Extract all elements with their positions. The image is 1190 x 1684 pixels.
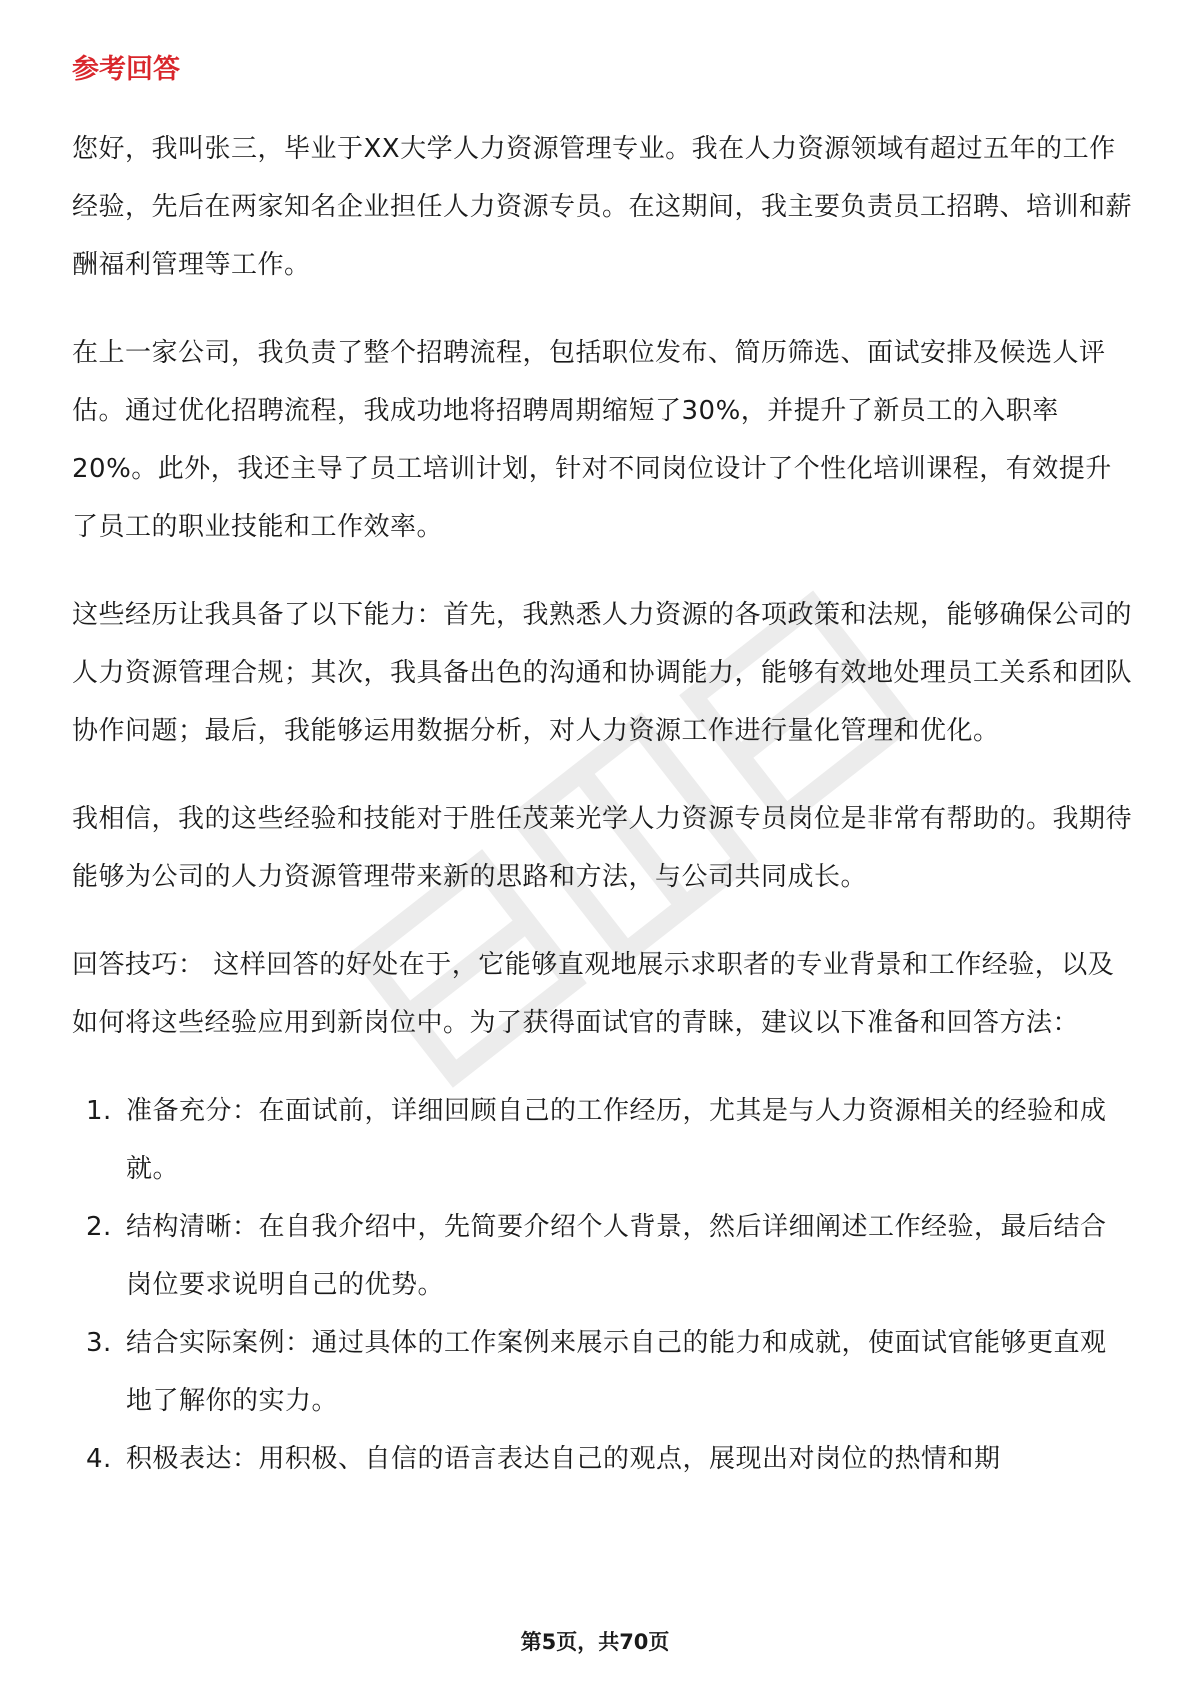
document-page <box>72 50 1132 1488</box>
answer-paragraph-3: 这些经历让我具备了以下能力：首先，我熟悉人力资源的各项政策和法规，能够确保公司的人力资源管理合规；其次，我具备出色的沟通和协调能力，能够有效地处理员工关系和团队协作问题；最后，我能够运用数据分析，对人力资源工作进行量化管理和优化。 <box>72 600 1133 746</box>
list-item-number: 3. <box>86 1328 112 1358</box>
answer-paragraph-1: 您好，我叫张三，毕业于XX大学人力资源管理专业。我在人力资源领域有超过五年的工作经验，先后在两家知名企业担任人力资源专员。在这期间，我主要负责员工招聘、培训和薪酬福利管理等工作。 <box>72 134 1133 280</box>
section-heading: 参考回答 <box>72 54 180 85</box>
list-item <box>72 1430 1132 1488</box>
list-item-number: 2. <box>86 1212 112 1242</box>
list-item-text: 结合实际案例：通过具体的工作案例来展示自己的能力和成就，使面试官能够更直观地了解你的实力。 <box>126 1328 1107 1416</box>
page-number-footer: 第5页，共70页 <box>520 1630 670 1654</box>
list-item-text: 结构清晰：在自我介绍中，先简要介绍个人背景，然后详细阐述工作经验，最后结合岗位要求说明自己的优势。 <box>126 1212 1107 1300</box>
list-item-text: 准备充分：在面试前，详细回顾自己的工作经历，尤其是与人力资源相关的经验和成就。 <box>126 1096 1107 1184</box>
list-item <box>72 1082 1132 1198</box>
list-item-number: 4. <box>86 1444 112 1474</box>
tips-list <box>72 1082 1132 1488</box>
list-item <box>72 1314 1132 1430</box>
answer-paragraph-2: 在上一家公司，我负责了整个招聘流程，包括职位发布、简历筛选、面试安排及候选人评估。通过优化招聘流程，我成功地将招聘周期缩短了30%，并提升了新员工的入职率20%。此外，我还主导了员工培训计划，针对不同岗位设计了个性化培训课程，有效提升了员工的职业技能和工作效率。 <box>72 338 1112 542</box>
tips-intro-paragraph: 回答技巧： 这样回答的好处在于，它能够直观地展示求职者的专业背景和工作经验，以及如何将这些经验应用到新岗位中。为了获得面试官的青睐，建议以下准备和回答方法： <box>72 950 1115 1038</box>
list-item-number: 1. <box>86 1096 112 1126</box>
answer-paragraph-4: 我相信，我的这些经验和技能对于胜任茂莱光学人力资源专员岗位是非常有帮助的。我期待能够为公司的人力资源管理带来新的思路和方法，与公司共同成长。 <box>72 804 1133 892</box>
list-item <box>72 1198 1132 1314</box>
list-item-text: 积极表达：用积极、自信的语言表达自己的观点，展现出对岗位的热情和期 <box>126 1444 1001 1474</box>
